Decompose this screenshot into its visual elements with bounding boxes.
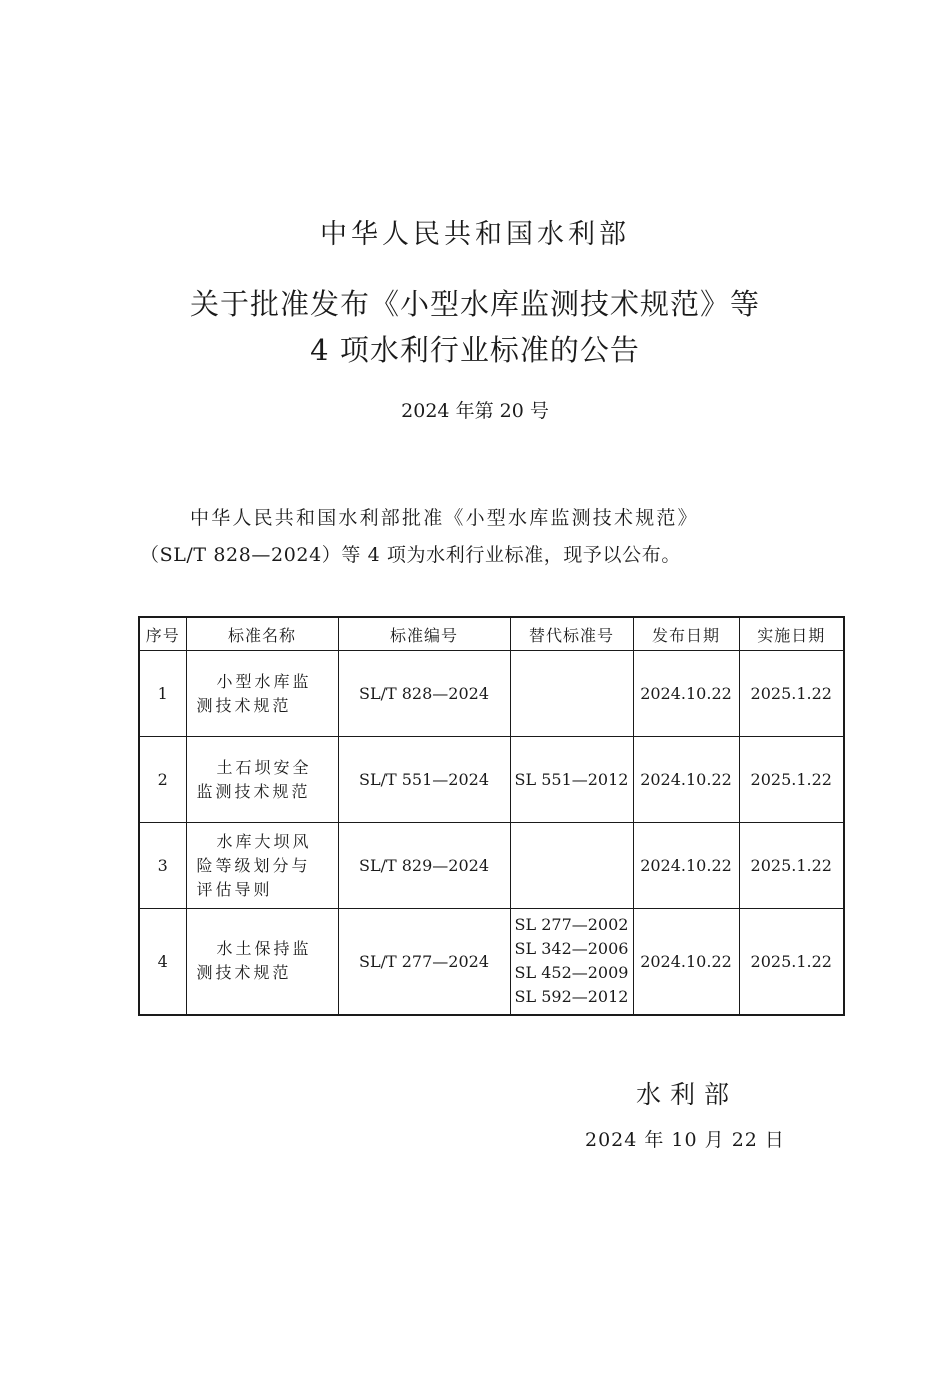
announcement-title-line-1: 关于批准发布《小型水库监测技术规范》等 (189, 287, 760, 321)
replaced-standard: SL 452—2009 (514, 963, 629, 983)
column-header-code: 标准编号 (338, 617, 510, 651)
standard-name-line: 测技术规范 (196, 695, 292, 715)
announcement-title-line-2: 4 项水利行业标准的公告 (310, 333, 640, 367)
standard-code: SL/T 829—2024 (338, 823, 510, 909)
body-paragraph-line-2: （SL/T 828—2024）等 4 项为水利行业标准，现予以公布。 (140, 544, 681, 566)
signature-org: 水利部 (636, 1080, 739, 1109)
standard-code: SL/T 828—2024 (338, 651, 510, 737)
effective-date: 2025.1.22 (739, 823, 844, 909)
standard-code: SL/T 551—2024 (338, 737, 510, 823)
replaced-standard: SL 342—2006 (514, 939, 629, 959)
publish-date: 2024.10.22 (633, 651, 739, 737)
replaced-standards (510, 909, 633, 1015)
table-header-row (139, 617, 844, 651)
standards-table (138, 616, 845, 1016)
standard-name (186, 909, 338, 1015)
replaced-standards (510, 823, 633, 909)
standard-name-line: 土石坝安全 (216, 757, 312, 777)
publish-date: 2024.10.22 (633, 909, 739, 1015)
replaced-standard: SL 592—2012 (514, 987, 629, 1007)
effective-date: 2025.1.22 (739, 651, 844, 737)
row-number: 4 (139, 909, 186, 1015)
replaced-standard: SL 277—2002 (514, 915, 629, 935)
standard-name-line: 险等级划分与 (196, 855, 311, 875)
table-row (139, 651, 844, 737)
publish-date: 2024.10.22 (633, 737, 739, 823)
table-row (139, 823, 844, 909)
column-header-effective: 实施日期 (739, 617, 844, 651)
replaced-standard: SL 551—2012 (514, 769, 629, 789)
standard-name-line: 监测技术规范 (196, 781, 311, 801)
column-header-name: 标准名称 (186, 617, 338, 651)
document-number: 2024 年第 20 号 (401, 400, 549, 422)
standard-name-line: 评估导则 (196, 879, 273, 899)
row-number: 3 (139, 823, 186, 909)
replaced-standards (510, 651, 633, 737)
standard-name (186, 737, 338, 823)
issuer-title: 中华人民共和国水利部 (320, 219, 630, 250)
replaced-standards (510, 737, 633, 823)
column-header-replaces: 替代标准号 (510, 617, 633, 651)
table-row (139, 909, 844, 1015)
row-number: 2 (139, 737, 186, 823)
effective-date: 2025.1.22 (739, 909, 844, 1015)
effective-date: 2025.1.22 (739, 737, 844, 823)
standard-name (186, 823, 338, 909)
signature-date: 2024 年 10 月 22 日 (585, 1129, 785, 1151)
standard-name-line: 测技术规范 (196, 963, 292, 983)
row-number: 1 (139, 651, 186, 737)
standard-name-line: 水土保持监 (216, 939, 312, 959)
standard-code: SL/T 277—2024 (338, 909, 510, 1015)
standard-name-line: 小型水库监 (216, 671, 312, 691)
standard-name (186, 651, 338, 737)
table-row (139, 737, 844, 823)
standard-name-line: 水库大坝风 (216, 831, 312, 851)
column-header-no: 序号 (139, 617, 186, 651)
column-header-published: 发布日期 (633, 617, 739, 651)
publish-date: 2024.10.22 (633, 823, 739, 909)
body-paragraph-line-1: 中华人民共和国水利部批准《小型水库监测技术规范》 (190, 507, 699, 529)
